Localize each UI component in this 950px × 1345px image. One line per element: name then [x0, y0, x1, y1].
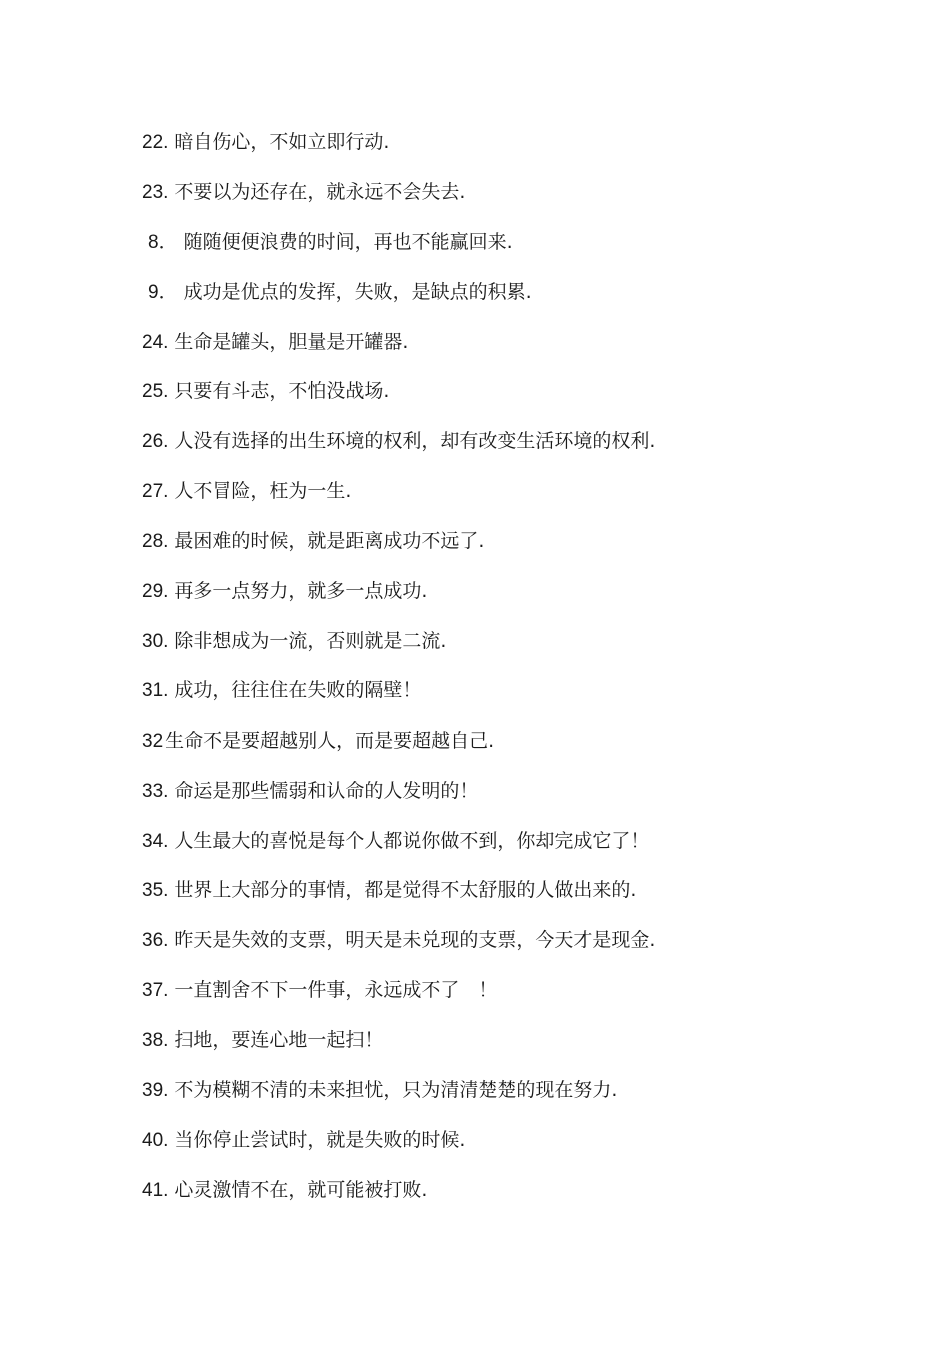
- item-number: 35.: [142, 880, 169, 901]
- item-text: 人没有选择的出生环境的权利，却有改变生活环境的权利.: [174, 430, 656, 452]
- list-item: [142, 528, 484, 554]
- item-text: 生命是罐头，胆量是开罐器.: [174, 331, 409, 353]
- item-number: 30.: [142, 631, 169, 652]
- item-number: 27.: [142, 481, 169, 502]
- item-text: 人不冒险，枉为一生.: [174, 480, 352, 502]
- item-text: 人生最大的喜悦是每个人都说你做不到，你却完成它了！: [174, 830, 650, 852]
- list-item: [142, 628, 446, 654]
- item-text: 不为模糊不清的未来担忧，只为清清楚楚的现在努力.: [174, 1079, 618, 1101]
- item-number: 24.: [142, 332, 169, 353]
- item-number: 37.: [142, 980, 169, 1001]
- item-text: 最困难的时候，就是距离成功不远了.: [174, 530, 485, 552]
- list-item: [142, 279, 532, 305]
- list-item: [142, 179, 465, 205]
- item-number: 41.: [142, 1180, 169, 1201]
- list-item: [142, 677, 421, 703]
- list-item: [142, 977, 497, 1003]
- item-text: 随随便便浪费的时间，再也不能赢回来.: [183, 231, 513, 253]
- list-item: [142, 927, 655, 953]
- list-item: [142, 1077, 617, 1103]
- item-number: 36.: [142, 930, 169, 951]
- list-item: [142, 828, 649, 854]
- item-text: 昨天是失效的支票，明天是未兑现的支票，今天才是现金.: [174, 929, 656, 951]
- item-text: 除非想成为一流，否则就是二流.: [174, 630, 447, 652]
- item-text: 世界上大部分的事情，都是觉得不太舒服的人做出来的.: [174, 879, 637, 901]
- list-item: [142, 229, 513, 255]
- item-number: 26.: [142, 431, 169, 452]
- item-text: 不要以为还存在，就永远不会失去.: [174, 181, 466, 203]
- list-item: [142, 129, 389, 155]
- item-number: 25.: [142, 381, 169, 402]
- list-item: [142, 428, 655, 454]
- list-item: [142, 778, 478, 804]
- item-text: 心灵激情不在，就可能被打败.: [174, 1179, 428, 1201]
- item-number: 40.: [142, 1130, 169, 1151]
- item-number: 33.: [142, 781, 169, 802]
- item-number: 39.: [142, 1080, 169, 1101]
- item-number: 38.: [142, 1030, 169, 1051]
- list-item: [142, 329, 408, 355]
- list-item: [142, 378, 389, 404]
- item-number: 28.: [142, 531, 169, 552]
- item-number: 8．: [148, 232, 178, 253]
- item-text: 生命不是要超越别人，而是要超越自己.: [165, 730, 495, 752]
- item-number: 31.: [142, 680, 169, 701]
- list-item: [142, 1027, 383, 1053]
- list-item: [142, 728, 494, 754]
- item-number: 9．: [148, 282, 178, 303]
- item-text: 命运是那些懦弱和认命的人发明的！: [174, 780, 479, 802]
- list-item: [142, 478, 351, 504]
- list-item: [142, 1127, 465, 1153]
- list-item: [142, 578, 427, 604]
- item-text: 扫地，要连心地一起扫！: [174, 1029, 384, 1051]
- item-text: 再多一点努力，就多一点成功.: [174, 580, 428, 602]
- item-text: 一直割舍不下一件事，永远成不了 ！: [174, 979, 498, 1001]
- list-item: [142, 1177, 427, 1203]
- item-number: 29.: [142, 581, 169, 602]
- item-number: 22.: [142, 132, 169, 153]
- item-number: 32: [142, 731, 164, 752]
- list-item: [142, 877, 636, 903]
- item-number: 34.: [142, 831, 169, 852]
- item-text: 暗自伤心，不如立即行动.: [174, 131, 390, 153]
- item-number: 23.: [142, 182, 169, 203]
- item-text: 只要有斗志，不怕没战场.: [174, 380, 390, 402]
- item-text: 成功是优点的发挥，失败，是缺点的积累.: [183, 281, 532, 303]
- item-text: 当你停止尝试时，就是失败的时候.: [174, 1129, 466, 1151]
- item-text: 成功，往往住在失败的隔壁！: [174, 679, 422, 701]
